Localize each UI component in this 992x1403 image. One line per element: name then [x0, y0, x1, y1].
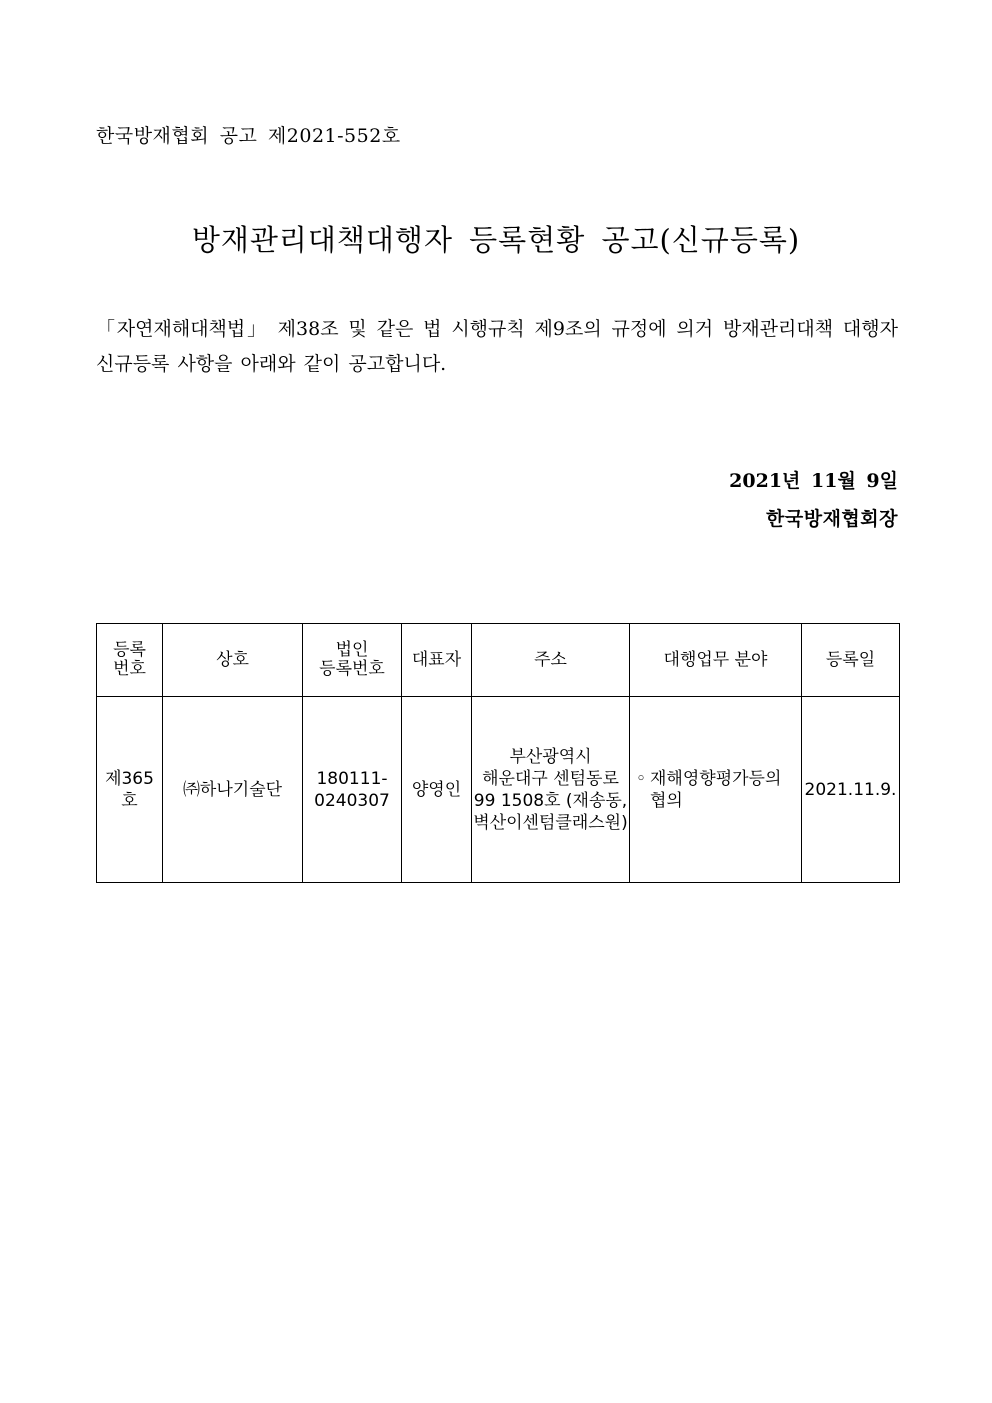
- header-field: 대행업무 분야: [630, 624, 802, 697]
- cell-corp-no-line2: 0240307: [314, 790, 390, 811]
- cell-address-line3: 99 1508호 (재송동,: [473, 790, 628, 811]
- cell-reg-date: 2021.11.9.: [802, 697, 900, 883]
- header-company: 상호: [163, 624, 303, 697]
- header-representative: 대표자: [402, 624, 472, 697]
- cell-corp-no-line1: 180111-: [316, 768, 388, 789]
- header-corp-no-line2: 등록번호: [319, 659, 385, 679]
- field-text: [650, 768, 781, 812]
- header-reg-no-line2: 번호: [113, 659, 146, 679]
- notice-body: 「자연재해대책법」 제38조 및 같은 법 시행규칙 제9조의 규정에 의거 방재관리대책 대행자 신규등록 사항을 아래와 같이 공고합니다.: [96, 318, 898, 375]
- cell-representative: 양영인: [402, 697, 472, 883]
- table-header-row: [97, 624, 900, 697]
- table-row: [97, 697, 900, 883]
- cell-address-line2: 해운대구 센텀동로: [482, 768, 619, 789]
- field-item: [636, 768, 799, 812]
- cell-corp-no: [303, 697, 402, 883]
- header-reg-no: [97, 624, 163, 697]
- header-corp-no-line1: 법인: [335, 640, 369, 660]
- cell-address-line1: 부산광역시: [509, 746, 592, 767]
- notice-date: 2021년 11월 9일: [729, 470, 898, 492]
- header-reg-date: 등록일: [802, 624, 900, 697]
- cell-field: [630, 697, 802, 883]
- header-address: 주소: [472, 624, 630, 697]
- header-reg-no-line1: 등록: [113, 640, 146, 660]
- bullet-icon: ◦: [636, 768, 647, 789]
- field-line1: 재해영향평가등의: [650, 768, 782, 789]
- field-line2: 협의: [650, 790, 683, 811]
- cell-reg-no: 제365호: [97, 697, 163, 883]
- notice-number: 한국방재협회 공고 제2021-552호: [96, 125, 401, 147]
- header-corp-no: [303, 624, 402, 697]
- cell-address: [472, 697, 630, 883]
- registration-table: [96, 623, 900, 883]
- issuer-name: 한국방재협회장: [766, 508, 898, 530]
- page-title: 방재관리대책대행자 등록현황 공고(신규등록): [191, 223, 801, 257]
- cell-address-line4: 벽산이센텀클래스원): [473, 812, 628, 833]
- cell-company: ㈜하나기술단: [163, 697, 303, 883]
